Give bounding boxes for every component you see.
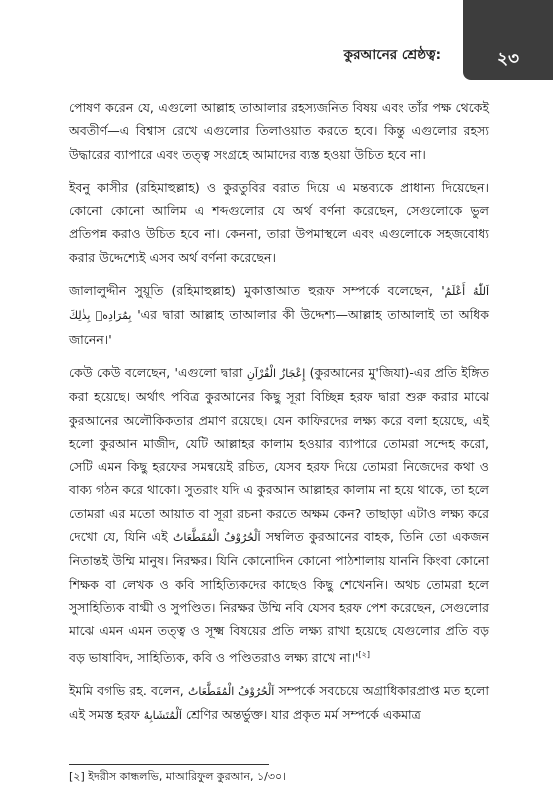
paragraph	[69, 361, 489, 669]
text-segment: সম্বলিত কুরআনের বাহক, তিনি তো একজন নিতান্তই উম্মি মানুষ। নিরক্ষর। যিনি কোনোদিন কোনো পাঠশালায় যাননি কিংবা কোনো শিক্ষক বা লেখক ও কবি সাহিত্যিকদের কাছেও কিছু শেখেননি। অথচ তোমরা হলে সুসাহিত্যিক বাগ্মী ও সুপণ্ডিত। নিরক্ষর উম্মি নবি যেসব হরফ পেশ করেছেন, সেগুলোর মাঝে এমন এমন তত্ত্ব ও সূক্ষ্ম বিষয়ের প্রতি লক্ষ্য রাখা হয়েছে যেগুলোর প্রতি বড় বড় ভাষাবিদ, সাহিত্যিক, কবি ও পণ্ডিতরাও লক্ষ্য রাখে না।'	[69, 529, 489, 665]
page-number-tab	[463, 0, 553, 80]
footnote-marker: [২]	[358, 649, 370, 659]
text-segment: 'এর দ্বারা আল্লাহ তাআলার কী উদ্দেশ্য—আল্লাহ তাআলাই তা অধিক জানেন।'	[69, 307, 489, 347]
arabic-phrase: اَلْمُتَشَابِهُ	[143, 709, 182, 723]
text-segment: কেউ কেউ বলেছেন, 'এগুলো দ্বারা	[69, 364, 247, 380]
arabic-phrase: بِمُرَادِهٖ بِذٰلِكَ	[69, 309, 132, 323]
arabic-phrase: اَللّٰهُ أَعْلَمُ	[444, 285, 489, 299]
text-segment: শ্রেণির অন্তর্ভুক্ত। যার প্রকৃত মর্ম সম্পর্কে একমাত্র	[181, 707, 421, 723]
arabic-phrase: اَلْحُرُوْفُ الْمُقَطَّعَاتُ	[187, 684, 275, 698]
footnote-divider	[69, 764, 269, 765]
chapter-header-title: কুরআনের শ্রেষ্ঠত্ব:	[343, 47, 441, 63]
footnote: [২] ইদরীস কান্ধলভি, মাআরিফুল কুরআন, ১/৩০।	[69, 770, 287, 783]
text-segment: পোষণ করেন যে, এগুলো আল্লাহ তাআলার রহস্যজনিত বিষয় এবং তাঁর পক্ষ থেকেই অবতীর্ণ—এ বিশ্বাস রেখে এগুলোর তিলাওয়াত করতে হবে। কিন্তু এগুলোর রহস্য উদ্ধারের ব্যাপারে এবং তত্ত্ব সংগ্রহে আমাদের ব্যস্ত হওয়া উচিত হবে না।	[69, 100, 489, 162]
paragraph	[69, 96, 489, 166]
page-number: ২৩	[496, 49, 520, 69]
text-segment: ইবনু কাসীর (রহিমাহুল্লাহ) ও কুরতুবির বরাত দিয়ে এ মন্তব্যকে প্রাধান্য দিয়েছেন। কোনো কোনো আলিম এ শব্দগুলোর যে অর্থ বর্ণনা করেছেন, সেগুলোকে ভুল প্রতিপন্ন করাও উচিত হবে না। কেননা, তারা উপমাস্থলে এবং এগুলোকে সহজবোধ্য করার উদ্দেশ্যেই এসব অর্থ বর্ণনা করেছেন।	[69, 179, 489, 265]
arabic-phrase: إِعْجَازُ الْقُرْآنِ	[246, 366, 306, 380]
paragraph	[69, 679, 489, 728]
paragraph	[69, 176, 489, 269]
text-segment: সম্পর্কে সবচেয়ে অগ্রাধিকারপ্রাপ্ত মত হলো এই সমস্ত হরফ	[69, 682, 489, 723]
text-segment: (কুরআনের মু'জিযা)-এর প্রতি ইঙ্গিত করা হয়েছে। অর্থাৎ পবিত্র কুরআনের কিছু সূরা বিচ্ছিন্ন হরফ দ্বারা শুরু করার মাঝে কুরআনের অলৌকিকতার প্রমাণ রয়েছে। যেন কাফিরদের লক্ষ্য করে বলা হয়েছে, এই হলো কুরআন মাজীদ, যেটি আল্লাহর কালাম হওয়ার ব্যাপারে তোমরা সন্দেহ করো, সেটি এমন কিছু হরফের সমন্বয়েই রচিত, যেসব হরফ দিয়ে তোমরা নিজেদের কথা ও বাক্য গঠন করে থাকো। সুতরাং যদি এ কুরআন আল্লাহর কালাম না হয়ে থাকে, তা হলে তোমরা এর মতো আয়াত বা সূরা রচনা করতে অক্ষম কেন? তাছাড়া এটাও লক্ষ্য করে দেখো যে, যিনি এই	[69, 364, 489, 545]
arabic-phrase: اَلْحُرُوْفُ الْمُقَطَّعَاتُ	[173, 531, 261, 545]
paragraph	[69, 279, 489, 351]
text-segment: জালালুদ্দীন সুয়ূতি (রহিমাহুল্লাহ) মুকাত্তাআত হুরূফ সম্পর্কে বলেছেন, '	[69, 283, 445, 299]
text-segment: ইমমি বগভি রহ. বলেন,	[69, 682, 188, 698]
body-text	[69, 96, 489, 738]
